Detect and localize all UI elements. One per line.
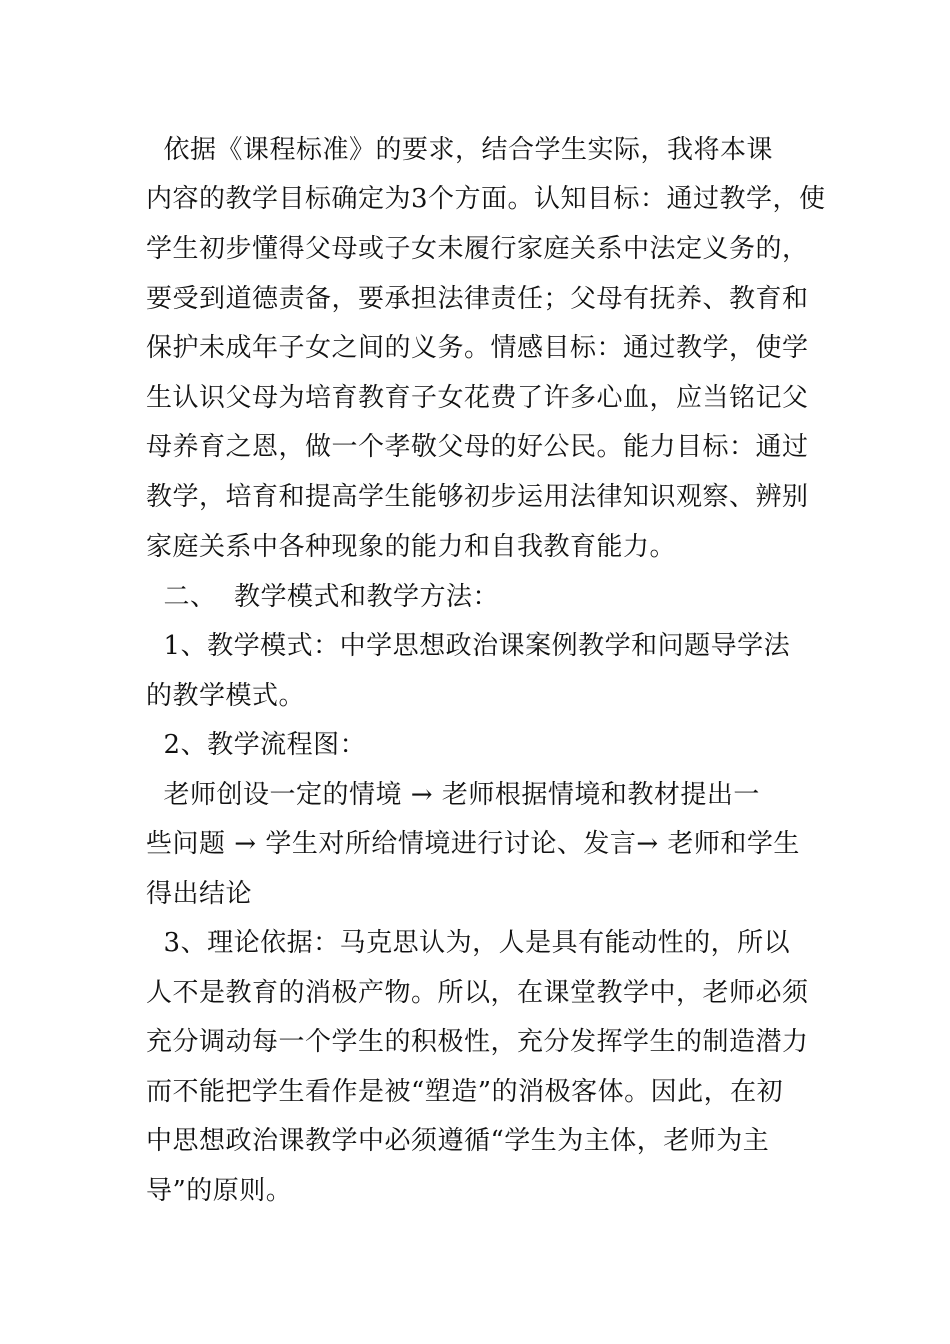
flow-line: 些问题 → 学生对所给情境进行讨论、发言→ 老师和学生 xyxy=(146,829,800,859)
text-line: 1、教学模式：中学思想政治课案例教学和问题导学法 xyxy=(146,631,791,661)
text-line: 导”的原则。 xyxy=(146,1176,293,1206)
text-line: 生认识父母为培育教育子女花费了许多心血，应当铭记父 xyxy=(146,383,809,413)
text-line: 2、教学流程图： xyxy=(146,730,367,760)
text-line: 而不能把学生看作是被“塑造”的消极客体。因此，在初 xyxy=(146,1077,784,1107)
text-line: 人不是教育的消极产物。所以，在课堂教学中，老师必须 xyxy=(146,978,809,1008)
text-line: 家庭关系中各种现象的能力和自我教育能力。 xyxy=(146,532,677,562)
text-line: 中思想政治课教学中必须遵循“学生为主体，老师为主 xyxy=(146,1126,770,1156)
section-heading: 二、 教学模式和教学方法： xyxy=(146,582,500,612)
text-line: 教学，培育和提高学生能够初步运用法律知识观察、辨别 xyxy=(146,482,809,512)
text-line: 的教学模式。 xyxy=(146,681,306,711)
flow-line: 老师创设一定的情境 → 老师根据情境和教材提出一 xyxy=(146,780,760,810)
text-line: 学生初步懂得父母或子女未履行家庭关系中法定义务的， xyxy=(146,234,809,264)
text-line: 依据《课程标准》的要求，结合学生实际，我将本课 xyxy=(146,135,774,165)
text-line: 3、理论依据：马克思认为，人是具有能动性的，所以 xyxy=(146,928,791,958)
text-line: 保护未成年子女之间的义务。情感目标：通过教学，使学 xyxy=(146,333,809,363)
text-line: 母养育之恩，做一个孝敬父母的好公民。能力目标：通过 xyxy=(146,432,809,462)
text-line: 内容的教学目标确定为3个方面。认知目标：通过教学，使 xyxy=(146,184,826,214)
flow-line: 得出结论 xyxy=(146,879,253,909)
text-line: 要受到道德责备，要承担法律责任；父母有抚养、教育和 xyxy=(146,284,809,314)
text-line: 充分调动每一个学生的积极性，充分发挥学生的制造潜力 xyxy=(146,1027,809,1057)
